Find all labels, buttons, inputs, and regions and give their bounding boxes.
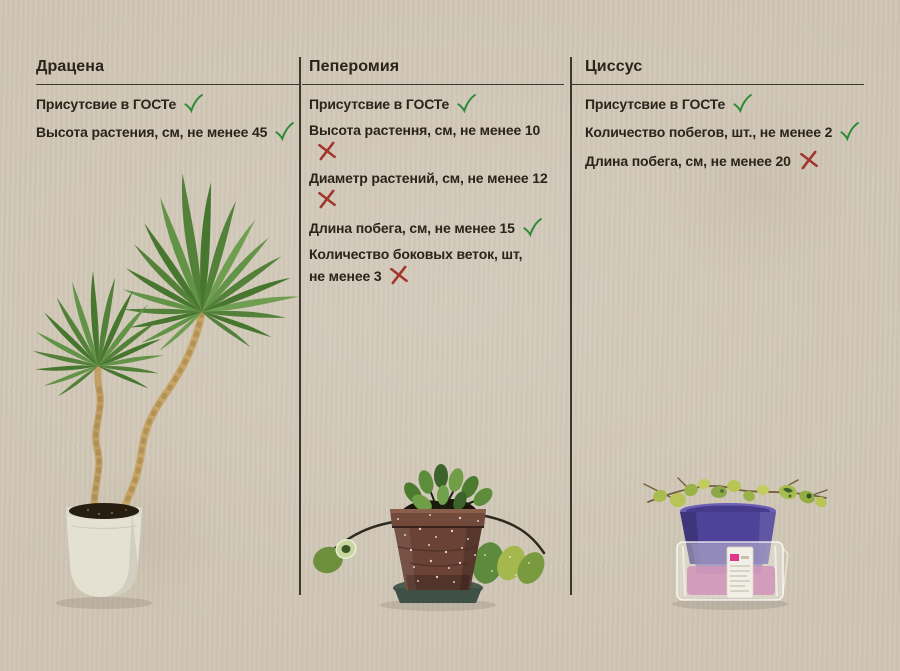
criteria-label: Количество побегов, шт., не менее 2 (585, 124, 833, 140)
cissus-photo (630, 440, 840, 620)
criteria-list (36, 93, 299, 142)
column-peperomia (302, 56, 564, 293)
criteria-row (585, 149, 864, 171)
column-cissus (572, 56, 864, 178)
header-rule (302, 84, 564, 85)
check-icon (274, 121, 295, 142)
criteria-list (309, 93, 564, 286)
check-icon (732, 93, 753, 114)
check-icon (839, 121, 860, 142)
criteria-row (36, 93, 299, 114)
cross-icon (797, 148, 820, 171)
column-title: Циссус (585, 58, 643, 75)
criteria-row (585, 121, 864, 142)
criteria-label: Длина побега, см, не менее 15 (309, 220, 515, 236)
criteria-label: Диаметр растений, см, не менее 12 (309, 170, 548, 186)
criteria-label: Присутсвие в ГОСТе (309, 96, 450, 112)
check-icon (456, 93, 477, 114)
criteria-label: Количество боковых веток, шт, не менее 3 (309, 246, 523, 284)
criteria-row (309, 169, 564, 210)
dracaena-photo (0, 160, 310, 620)
criteria-row (309, 245, 564, 286)
column-dracaena (36, 56, 299, 149)
criteria-label: Присутсвие в ГОСТе (585, 96, 726, 112)
cross-icon (315, 187, 338, 210)
criteria-label: Длина побега, см, не менее 20 (585, 153, 791, 169)
column-title: Пеперомия (309, 58, 400, 75)
criteria-row (309, 121, 564, 162)
cross-icon (388, 263, 411, 286)
check-icon (522, 217, 543, 238)
header-rule (572, 84, 864, 85)
check-icon (183, 93, 204, 114)
criteria-list (585, 93, 864, 171)
criteria-label: Высота растення, см, не менее 10 (309, 122, 541, 138)
criteria-row (585, 93, 864, 114)
criteria-label: Высота растения, см, не менее 45 (36, 124, 268, 140)
criteria-row (309, 217, 564, 238)
criteria-label: Присутсвие в ГОСТе (36, 96, 177, 112)
criteria-row (36, 121, 299, 142)
cross-icon (315, 139, 338, 162)
column-title: Драцена (36, 58, 105, 75)
criteria-row (309, 93, 564, 114)
peperomia-photo (310, 455, 570, 630)
header-rule (36, 84, 299, 85)
